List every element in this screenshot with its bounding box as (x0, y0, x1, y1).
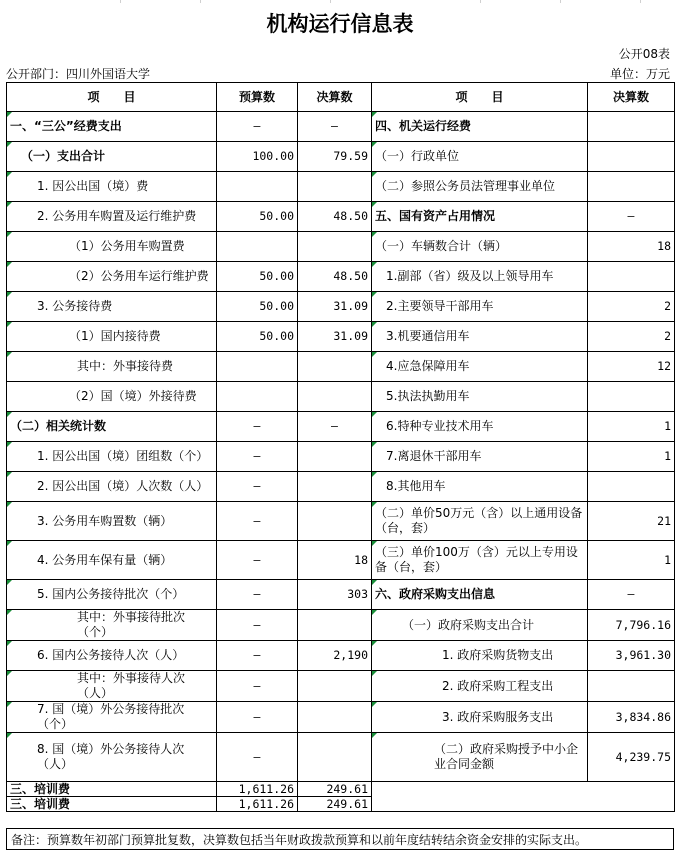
row-item-right[interactable]: （一）车辆数合计（辆） (372, 232, 588, 262)
row-final-left[interactable]: 48.50 (298, 262, 372, 292)
row-budget[interactable]: — (217, 702, 298, 733)
row-final-left[interactable]: 79.59 (298, 142, 372, 172)
row-item-left[interactable]: 其中：外事接待批次（个） (7, 610, 217, 641)
row-item-left[interactable]: 5. 国内公务接待批次（个） (7, 580, 217, 610)
table-row (7, 671, 675, 702)
row-budget[interactable]: — (217, 580, 298, 610)
row-item-left[interactable]: （一）支出合计 (7, 142, 217, 172)
row-final-right[interactable]: 1 (588, 442, 675, 472)
row-final-right[interactable] (588, 671, 675, 702)
header-final-left: 决算数 (298, 83, 372, 112)
row-budget[interactable]: — (217, 733, 298, 782)
row-budget[interactable]: — (217, 610, 298, 641)
row-item-right[interactable]: 3. 政府采购服务支出 (372, 702, 588, 733)
row-final-left[interactable] (298, 610, 372, 641)
table-row (7, 352, 675, 382)
row-item-right[interactable]: 1. 政府采购货物支出 (372, 641, 588, 671)
row-item-right[interactable]: 四、机关运行经费 (372, 112, 588, 142)
training-final[interactable]: 249.61 (298, 797, 372, 812)
row-item-right[interactable]: 2.主要领导干部用车 (372, 292, 588, 322)
row-item-left[interactable]: （1）公务用车购置费 (7, 232, 217, 262)
row-budget[interactable]: 50.00 (217, 202, 298, 232)
row-final-right[interactable]: — (588, 580, 675, 610)
row-final-left[interactable] (298, 733, 372, 782)
row-final-left[interactable]: — (298, 412, 372, 442)
row-budget[interactable]: — (217, 641, 298, 671)
row-final-right[interactable]: — (588, 202, 675, 232)
row-budget[interactable]: — (217, 412, 298, 442)
row-item-right[interactable]: 六、政府采购支出信息 (372, 580, 588, 610)
row-item-right[interactable]: 8.其他用车 (372, 472, 588, 502)
row-item-right[interactable]: （二）单价50万元（含）以上通用设备（台，套） (372, 502, 588, 541)
row-item-right[interactable]: 1.副部（省）级及以上领导用车 (372, 262, 588, 292)
row-item-left[interactable]: 8. 国（境）外公务接待人次（人） (7, 733, 217, 782)
row-budget[interactable]: — (217, 541, 298, 580)
row-item-left[interactable]: 6. 国内公务接待人次（人） (7, 641, 217, 671)
table-header-row (7, 83, 675, 112)
row-final-left[interactable] (298, 502, 372, 541)
department-label: 公开部门：四川外国语大学 (6, 67, 151, 81)
row-item-left[interactable]: 一、“三公”经费支出 (7, 112, 217, 142)
table-row (7, 142, 675, 172)
form-number: 公开08表 (618, 47, 670, 61)
row-item-right[interactable]: （二）政府采购授予中小企业合同金额 (372, 733, 588, 782)
row-item-right[interactable]: 五、国有资产占用情况 (372, 202, 588, 232)
table-row (7, 580, 675, 610)
table-row (7, 610, 675, 641)
row-budget[interactable] (217, 382, 298, 412)
row-budget[interactable]: — (217, 112, 298, 142)
row-budget[interactable]: — (217, 442, 298, 472)
row-item-right[interactable]: 3.机要通信用车 (372, 322, 588, 352)
row-budget[interactable]: 50.00 (217, 262, 298, 292)
row-final-left[interactable] (298, 352, 372, 382)
row-final-left[interactable]: 31.09 (298, 292, 372, 322)
info-table (6, 82, 675, 812)
training-budget[interactable]: 1,611.26 (217, 797, 298, 812)
row-final-left[interactable] (298, 442, 372, 472)
form-number-row (6, 43, 674, 61)
table-row (7, 322, 675, 352)
header-item-left: 项 目 (7, 83, 217, 112)
row-item-left[interactable]: 2. 公务用车购置及运行维护费 (7, 202, 217, 232)
row-item-right[interactable]: （一）行政单位 (372, 142, 588, 172)
row-item-right[interactable]: （一）政府采购支出合计 (372, 610, 588, 641)
page-title: 机构运行信息表 (266, 11, 414, 36)
header-item-right: 项 目 (372, 83, 588, 112)
row-budget[interactable] (217, 172, 298, 202)
row-item-left[interactable]: （2）国（境）外接待费 (7, 382, 217, 412)
column-header-strip (0, 0, 680, 6)
row-item-right[interactable]: 4.应急保障用车 (372, 352, 588, 382)
table-row (7, 292, 675, 322)
row-final-right[interactable] (588, 142, 675, 172)
training-row (7, 782, 675, 797)
row-final-right[interactable] (588, 112, 675, 142)
table-row (7, 262, 675, 292)
row-item-right[interactable]: （二）参照公务员法管理事业单位 (372, 172, 588, 202)
row-final-left[interactable] (298, 172, 372, 202)
row-final-left[interactable]: 31.09 (298, 322, 372, 352)
footnote: 备注：预算数年初部门预算批复数，决算数包括当年财政拨款预算和以前年度结转结余资金安排的实际支出。 (6, 828, 674, 850)
table-row (7, 541, 675, 580)
row-item-left[interactable]: （1）国内接待费 (7, 322, 217, 352)
table-row (7, 202, 675, 232)
row-final-left[interactable] (298, 472, 372, 502)
row-final-right[interactable]: 1 (588, 541, 675, 580)
table-row (7, 472, 675, 502)
table-row (7, 382, 675, 412)
row-item-right[interactable]: 5.执法执勤用车 (372, 382, 588, 412)
row-item-left[interactable]: （二）相关统计数 (7, 412, 217, 442)
meta-row (6, 63, 674, 81)
row-budget[interactable] (217, 352, 298, 382)
row-final-right[interactable] (588, 472, 675, 502)
row-final-left[interactable] (298, 232, 372, 262)
row-final-right[interactable]: 2 (588, 292, 675, 322)
row-final-right[interactable] (588, 382, 675, 412)
row-final-right[interactable]: 21 (588, 502, 675, 541)
training-label[interactable]: 三、培训费 (7, 782, 217, 797)
table-row (7, 172, 675, 202)
row-final-right[interactable]: 4,239.75 (588, 733, 675, 782)
row-item-left[interactable]: 7. 国（境）外公务接待批次（个） (7, 702, 217, 733)
row-final-left[interactable]: 18 (298, 541, 372, 580)
row-budget[interactable] (217, 232, 298, 262)
row-item-right[interactable]: 2. 政府采购工程支出 (372, 671, 588, 702)
row-final-right[interactable]: 2 (588, 322, 675, 352)
table-row (7, 502, 675, 541)
row-item-left[interactable]: 4. 公务用车保有量（辆） (7, 541, 217, 580)
row-final-right[interactable]: 1 (588, 412, 675, 442)
row-item-left[interactable]: 2. 因公出国（境）人次数（人） (7, 472, 217, 502)
row-final-right[interactable] (588, 172, 675, 202)
row-budget[interactable]: 50.00 (217, 292, 298, 322)
row-final-left[interactable] (298, 702, 372, 733)
row-item-left[interactable]: 1. 因公出国（境）团组数（个） (7, 442, 217, 472)
row-final-right[interactable]: 3,834.86 (588, 702, 675, 733)
row-budget[interactable]: — (217, 472, 298, 502)
row-final-left[interactable] (298, 671, 372, 702)
row-budget[interactable]: — (217, 671, 298, 702)
row-final-right[interactable]: 7,796.16 (588, 610, 675, 641)
table-row (7, 733, 675, 782)
row-item-left[interactable]: 3. 公务接待费 (7, 292, 217, 322)
row-item-right[interactable]: 7.离退休干部用车 (372, 442, 588, 472)
row-item-left[interactable]: 3. 公务用车购置数（辆） (7, 502, 217, 541)
unit-label: 单位：万元 (609, 67, 670, 81)
row-budget[interactable]: 100.00 (217, 142, 298, 172)
table-row (7, 442, 675, 472)
row-final-right[interactable] (588, 262, 675, 292)
training-final[interactable]: 249.61 (298, 782, 372, 797)
row-item-right[interactable]: （三）单价100万（含）元以上专用设备（台，套） (372, 541, 588, 580)
header-budget: 预算数 (217, 83, 298, 112)
row-item-left[interactable]: 1. 因公出国（境）费 (7, 172, 217, 202)
row-item-left[interactable]: （2）公务用车运行维护费 (7, 262, 217, 292)
table-row (7, 232, 675, 262)
row-final-left[interactable]: 2,190 (298, 641, 372, 671)
empty-cell (372, 782, 675, 812)
table-row (7, 412, 675, 442)
table-row (7, 641, 675, 671)
row-final-right[interactable]: 3,961.30 (588, 641, 675, 671)
row-final-left[interactable]: 303 (298, 580, 372, 610)
header-final-right: 决算数 (588, 83, 675, 112)
training-budget[interactable]: 1,611.26 (217, 782, 298, 797)
table-row (7, 112, 675, 142)
row-item-left[interactable]: 其中：外事接待人次（人） (7, 671, 217, 702)
training-label[interactable]: 三、培训费 (7, 797, 217, 812)
row-budget[interactable]: 50.00 (217, 322, 298, 352)
row-item-left[interactable]: 其中：外事接待费 (7, 352, 217, 382)
row-final-left[interactable]: 48.50 (298, 202, 372, 232)
row-final-left[interactable] (298, 382, 372, 412)
row-item-right[interactable]: 6.特种专业技术用车 (372, 412, 588, 442)
row-budget[interactable]: — (217, 502, 298, 541)
table-row (7, 702, 675, 733)
row-final-left[interactable]: — (298, 112, 372, 142)
row-final-right[interactable]: 18 (588, 232, 675, 262)
row-final-right[interactable]: 12 (588, 352, 675, 382)
